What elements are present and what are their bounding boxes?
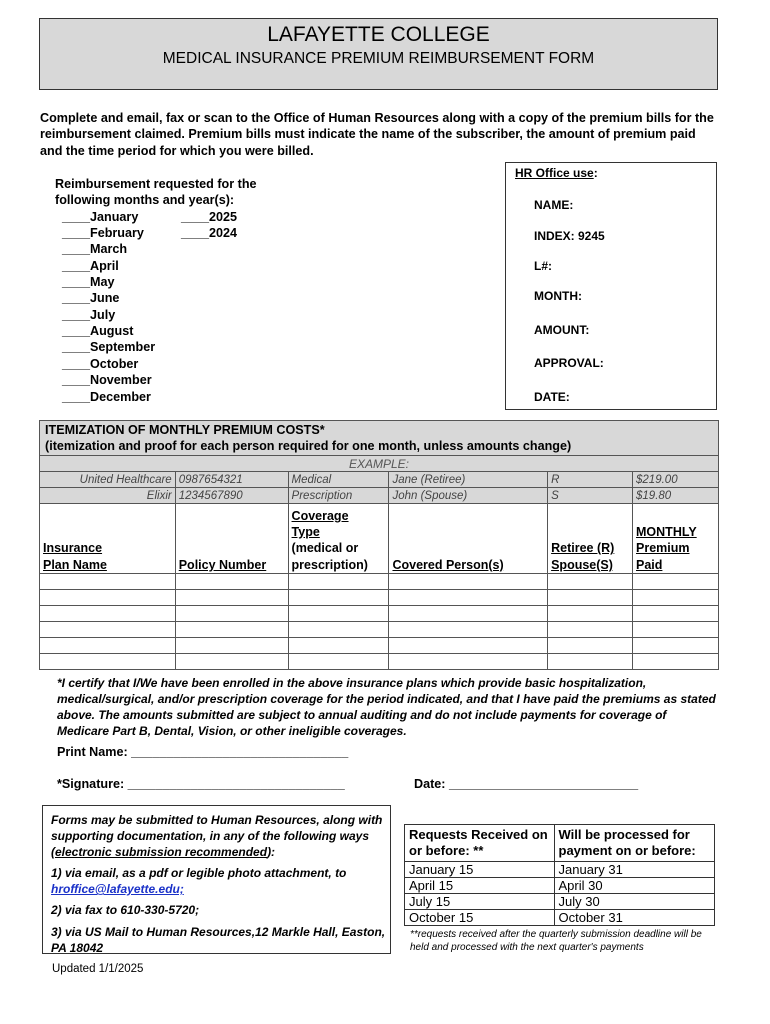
quarter-row: January 15 January 31 <box>405 862 715 878</box>
instructions: Complete and email, fax or scan to the Office of Human Resources along with a copy of the premium bills for the reimbursement claimed. Premium bills must indicate the name of the subscriber, the amount of premium paid and the time period for which you were billed. <box>40 111 714 158</box>
example-relation: S <box>548 488 633 504</box>
year-2024[interactable]: ____2024 <box>181 226 238 240</box>
hr-field-date: DATE: <box>534 390 570 404</box>
entry-row[interactable] <box>40 574 719 590</box>
col-relationship: Retiree (R) Spouse(S) <box>548 504 633 574</box>
form-title: MEDICAL INSURANCE PREMIUM REIMBURSEMENT FORM <box>162 50 595 67</box>
example-plan: Elixir <box>40 488 176 504</box>
col-monthly-premium: MONTHLY Premium Paid <box>633 504 719 574</box>
example-person: Jane (Retiree) <box>389 472 548 488</box>
example-label-row <box>40 456 719 472</box>
example-plan: United Healthcare <box>40 472 176 488</box>
quarter-row: October 15 October 31 <box>405 910 715 926</box>
col-coverage-type: Coverage Type (medical or prescription) <box>288 504 389 574</box>
form-header <box>39 18 718 90</box>
month-november[interactable]: ____November <box>62 373 152 387</box>
quarterly-schedule-table <box>404 824 715 926</box>
hr-field-index: INDEX: 9245 <box>534 229 605 243</box>
entry-row[interactable] <box>40 638 719 654</box>
example-coverage: Prescription <box>288 488 389 504</box>
submission-box <box>42 805 391 954</box>
month-july[interactable]: ____July <box>62 308 116 322</box>
submission-mail: 3) via US Mail to Human Resources,12 Markle Hall, Easton, PA 18042 <box>51 925 386 955</box>
itemization-table <box>39 420 719 670</box>
example-amount: $19.80 <box>633 488 719 504</box>
itemization-title-row <box>40 421 719 456</box>
signature-field[interactable]: *Signature: _______________________________ <box>57 777 345 791</box>
col-processed-by: Will be processed for payment on or before: <box>554 825 715 862</box>
example-amount: $219.00 <box>633 472 719 488</box>
column-header-row <box>40 504 719 574</box>
months-heading-line1: Reimbursement requested for the <box>55 177 257 191</box>
submission-intro: Forms may be submitted to Human Resources, along with supporting documentation, in any of the following ways (electronic submission recommended): <box>51 813 383 859</box>
example-policy: 1234567890 <box>175 488 288 504</box>
month-august[interactable]: ____August <box>62 324 134 338</box>
itemization-subtitle: (itemization and proof for each person required for one month, unless amounts change) <box>45 439 572 453</box>
hr-office-box <box>505 162 717 410</box>
example-policy: 0987654321 <box>175 472 288 488</box>
print-name-field[interactable]: Print Name: _______________________________ <box>57 745 349 759</box>
col-covered-persons: Covered Person(s) <box>389 504 548 574</box>
months-heading <box>55 176 257 209</box>
month-may[interactable]: ____May <box>62 275 115 289</box>
quarterly-note: **requests received after the quarterly submission deadline will be held and processed with the next quarter's payments <box>410 929 702 953</box>
month-january[interactable]: ____January <box>62 210 139 224</box>
example-coverage: Medical <box>288 472 389 488</box>
example-row <box>40 488 719 504</box>
month-february[interactable]: ____February <box>62 226 144 240</box>
itemization-title: ITEMIZATION OF MONTHLY PREMIUM COSTS* <box>45 423 325 437</box>
entry-row[interactable] <box>40 622 719 638</box>
updated-date: Updated 1/1/2025 <box>52 963 144 975</box>
date-field[interactable]: Date: ___________________________ <box>414 777 639 791</box>
example-row <box>40 472 719 488</box>
quarter-row: July 15 July 30 <box>405 894 715 910</box>
entry-row[interactable] <box>40 606 719 622</box>
hr-field-amount: AMOUNT: <box>534 323 590 337</box>
example-person: John (Spouse) <box>389 488 548 504</box>
hr-email-link[interactable]: hroffice@lafayette.edu; <box>51 882 184 896</box>
hr-office-title: HR Office use: <box>515 166 598 180</box>
month-march[interactable]: ____March <box>62 242 128 256</box>
col-plan-name: Insurance Plan Name <box>40 504 176 574</box>
col-policy-number: Policy Number <box>175 504 288 574</box>
month-june[interactable]: ____June <box>62 291 120 305</box>
quarterly-header-row <box>405 825 715 862</box>
college-title: LAFAYETTE COLLEGE <box>267 23 490 46</box>
submission-fax: 2) via fax to 610-330-5720; <box>51 903 200 917</box>
month-october[interactable]: ____October <box>62 357 139 371</box>
quarter-row: April 15 April 30 <box>405 878 715 894</box>
certification-statement: *I certify that I/We have been enrolled in the above insurance plans which provide basic hospitalization, medical/surgical, and/or prescription coverage for the period indicated, and that I have paid the premiums as stated above. The amounts submitted are subject to annual auditing and do not include payments for coverage of Medicare Part B, Dental, Vision, or other ineligible coverages. <box>57 676 716 738</box>
hr-field-month: MONTH: <box>534 289 582 303</box>
hr-field-lnumber: L#: <box>534 259 552 273</box>
hr-field-name: NAME: <box>534 198 574 212</box>
months-heading-line2: following months and year(s): <box>55 193 235 208</box>
month-december[interactable]: ____December <box>62 390 151 404</box>
submission-email: 1) via email, as a pdf or legible photo attachment, to hroffice@lafayette.edu; <box>51 866 347 896</box>
year-2025[interactable]: ____2025 <box>181 210 238 224</box>
month-april[interactable]: ____April <box>62 259 119 273</box>
entry-row[interactable] <box>40 590 719 606</box>
example-label: EXAMPLE: <box>40 456 719 472</box>
example-relation: R <box>548 472 633 488</box>
entry-row[interactable] <box>40 654 719 670</box>
col-requests-received: Requests Received on or before: ** <box>405 825 555 862</box>
hr-field-approval: APPROVAL: <box>534 356 604 370</box>
month-september[interactable]: ____September <box>62 340 156 354</box>
